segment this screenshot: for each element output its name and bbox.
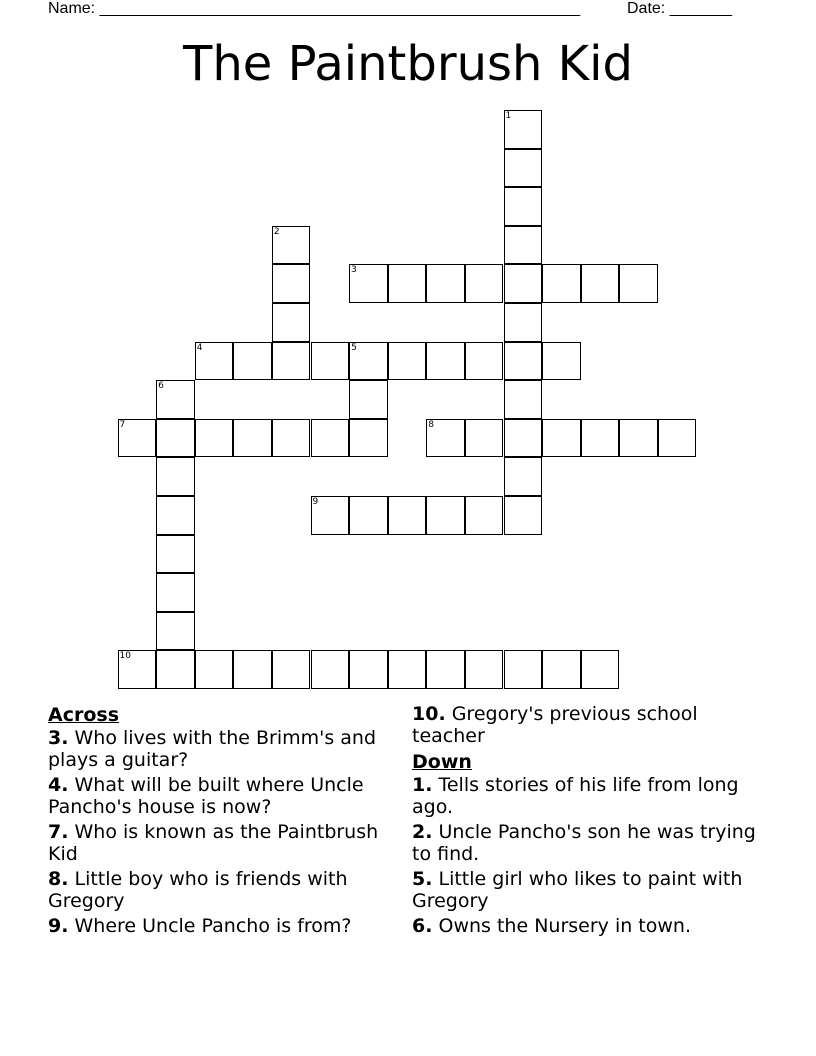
- grid-cell[interactable]: [233, 342, 272, 381]
- grid-cell[interactable]: [504, 380, 543, 419]
- clue-number: 5: [351, 342, 357, 353]
- clue-text: Gregory's previous school teacher: [412, 703, 698, 747]
- grid-cell[interactable]: [504, 187, 543, 226]
- clue-number-label: 9.: [48, 915, 69, 937]
- clue-text: Uncle Pancho's son he was trying to find.: [412, 821, 756, 865]
- grid-cell[interactable]: [156, 419, 195, 458]
- grid-cell[interactable]: [349, 419, 388, 458]
- grid-cell[interactable]: [542, 650, 581, 689]
- down-heading: Down: [412, 751, 472, 773]
- clue-number-label: 3.: [48, 727, 69, 749]
- grid-cell[interactable]: [465, 264, 504, 303]
- clue-number: 10: [119, 651, 131, 662]
- grid-cell[interactable]: [272, 419, 311, 458]
- grid-cell[interactable]: [156, 496, 195, 535]
- grid-cell[interactable]: [156, 457, 195, 496]
- grid-cell[interactable]: [504, 110, 543, 149]
- grid-cell[interactable]: [465, 496, 504, 535]
- down-clue: [412, 868, 757, 912]
- clue-number-label: 8.: [48, 868, 69, 890]
- grid-cell[interactable]: [195, 419, 234, 458]
- grid-cell[interactable]: [542, 419, 581, 458]
- grid-cell[interactable]: [233, 419, 272, 458]
- grid-cell[interactable]: [504, 419, 543, 458]
- clue-number: 2: [273, 226, 280, 237]
- clue-number-label: 5.: [412, 868, 433, 890]
- clue-number: 1: [505, 111, 512, 121]
- grid-cell[interactable]: [581, 650, 620, 689]
- grid-cell[interactable]: [388, 496, 427, 535]
- grid-cell[interactable]: [156, 380, 195, 419]
- grid-cell[interactable]: [388, 650, 427, 689]
- grid-cell[interactable]: [272, 264, 311, 303]
- down-clue: [412, 821, 757, 865]
- grid-cell[interactable]: [311, 419, 350, 458]
- grid-cell[interactable]: [581, 419, 620, 458]
- grid-cell[interactable]: [311, 342, 350, 381]
- grid-cell[interactable]: [504, 226, 543, 265]
- clue-text: Little girl who likes to paint with Gregory: [412, 868, 743, 912]
- grid-cell[interactable]: [118, 419, 157, 458]
- grid-cell[interactable]: [349, 342, 388, 381]
- grid-cell[interactable]: [156, 573, 195, 612]
- clue-number-label: 7.: [48, 821, 69, 843]
- grid-cell[interactable]: [349, 380, 388, 419]
- clue-number-label: 2.: [412, 821, 433, 843]
- grid-cell[interactable]: [426, 342, 465, 381]
- grid-cell[interactable]: [465, 342, 504, 381]
- clue-number: 6: [158, 381, 164, 392]
- grid-cell[interactable]: [619, 264, 658, 303]
- across-clue: [48, 915, 393, 937]
- grid-cell[interactable]: [504, 650, 543, 689]
- clue-number: 3: [351, 265, 357, 276]
- clues-left-column: [48, 703, 393, 940]
- grid-cell[interactable]: [504, 496, 543, 535]
- clue-number: 7: [119, 419, 126, 430]
- grid-cell[interactable]: [426, 650, 465, 689]
- grid-cell[interactable]: [504, 457, 543, 496]
- clue-text: Who is known as the Paintbrush Kid: [48, 821, 379, 865]
- clue-number-label: 10.: [412, 703, 446, 725]
- across-clue: [48, 774, 393, 818]
- grid-cell[interactable]: [504, 149, 543, 188]
- name-field-line[interactable]: Name: ______________________________________________________: [48, 0, 581, 17]
- grid-cell[interactable]: [349, 650, 388, 689]
- grid-cell[interactable]: [619, 419, 658, 458]
- grid-cell[interactable]: [349, 264, 388, 303]
- across-heading: Across: [48, 704, 120, 726]
- grid-cell[interactable]: [465, 419, 504, 458]
- across-clue-list: [48, 727, 393, 937]
- grid-cell[interactable]: [272, 650, 311, 689]
- grid-cell[interactable]: [388, 264, 427, 303]
- down-clue: [412, 774, 757, 818]
- across-clue: [48, 727, 393, 771]
- grid-cell[interactable]: [311, 496, 350, 535]
- clue-number: 8: [428, 419, 435, 430]
- grid-cell[interactable]: [156, 650, 195, 689]
- grid-cell[interactable]: [504, 342, 543, 381]
- down-clue-list: [412, 774, 757, 937]
- grid-cell[interactable]: [118, 650, 157, 689]
- grid-cell[interactable]: [426, 419, 465, 458]
- grid-cell[interactable]: [542, 342, 581, 381]
- grid-cell[interactable]: [156, 612, 195, 651]
- grid-cell[interactable]: [195, 650, 234, 689]
- grid-cell[interactable]: [542, 264, 581, 303]
- clue-number: 9: [312, 497, 319, 507]
- across-clue-list-continued: [412, 703, 757, 747]
- clue-text: Who lives with the Brimm's and plays a guitar?: [48, 727, 377, 771]
- grid-cell[interactable]: [426, 496, 465, 535]
- grid-cell[interactable]: [581, 264, 620, 303]
- across-clue: [412, 703, 757, 747]
- clue-number-label: 6.: [412, 915, 433, 937]
- clue-text: Where Uncle Pancho is from?: [68, 915, 352, 937]
- clue-number: 4: [196, 342, 203, 353]
- grid-cell[interactable]: [504, 264, 543, 303]
- clue-number-label: 1.: [412, 774, 433, 796]
- grid-cell[interactable]: [233, 650, 272, 689]
- grid-cell[interactable]: [156, 535, 195, 574]
- grid-cell[interactable]: [272, 342, 311, 381]
- grid-cell[interactable]: [658, 419, 697, 458]
- grid-cell[interactable]: [311, 650, 350, 689]
- clue-text: Tells stories of his life from long ago.: [412, 774, 739, 818]
- clue-number-label: 4.: [48, 774, 69, 796]
- across-clue: [48, 868, 393, 912]
- page-title: The Paintbrush Kid: [183, 36, 633, 92]
- grid-cell[interactable]: [195, 342, 234, 381]
- grid-cell[interactable]: [465, 650, 504, 689]
- clue-text: Owns the Nursery in town.: [432, 915, 691, 937]
- grid-cell[interactable]: [272, 226, 311, 265]
- grid-cell[interactable]: [426, 264, 465, 303]
- across-clue: [48, 821, 393, 865]
- grid-cell[interactable]: [349, 496, 388, 535]
- grid-cell[interactable]: [388, 342, 427, 381]
- clue-text: Little boy who is friends with Gregory: [48, 868, 348, 912]
- down-clue: [412, 915, 757, 937]
- grid-cell[interactable]: [272, 303, 311, 342]
- date-field-line[interactable]: Date: _______: [627, 0, 732, 17]
- clue-text: What will be built where Uncle Pancho's house is now?: [48, 774, 364, 818]
- clues-right-column: [412, 703, 757, 940]
- grid-cell[interactable]: [504, 303, 543, 342]
